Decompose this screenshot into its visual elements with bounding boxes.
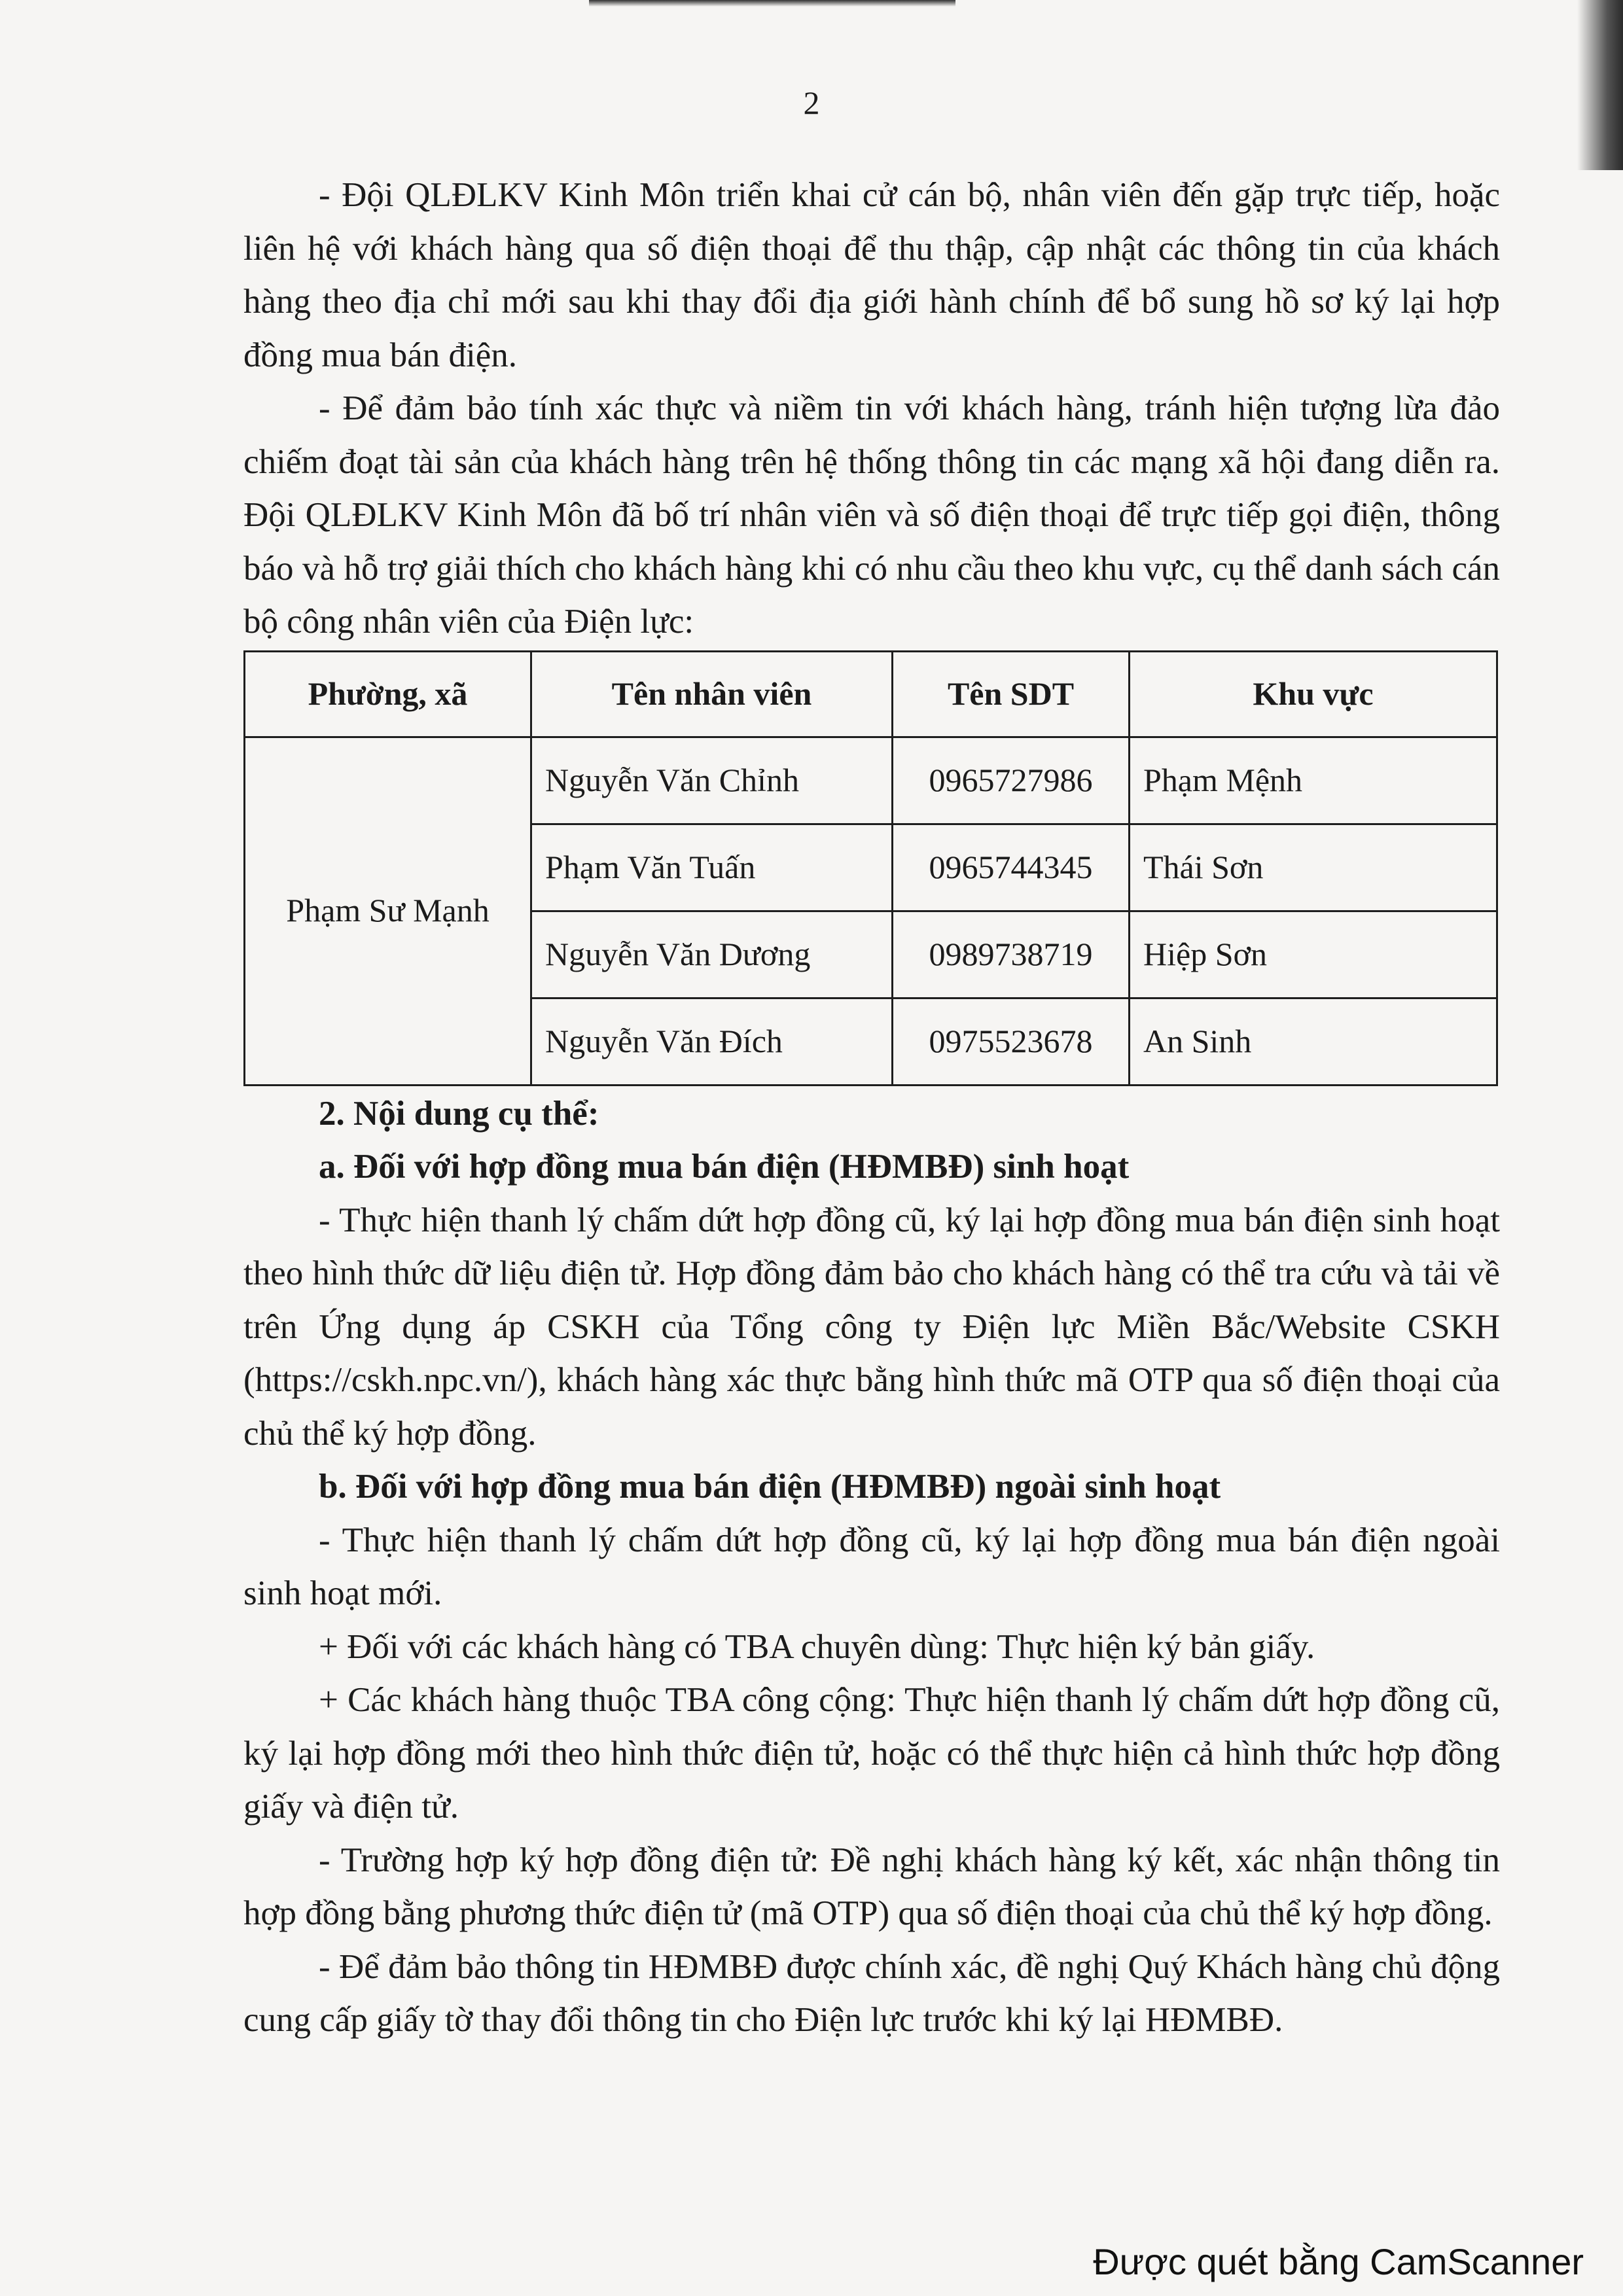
table-header-row [245, 651, 1497, 737]
section-2a-heading: a. Đối với hợp đồng mua bán điện (HĐMBĐ) sinh hoạt [319, 1148, 1130, 1186]
table-row [245, 737, 1497, 824]
phone-cell: 0965727986 [893, 737, 1130, 824]
paragraph-fraud-prevention: - Để đảm bảo tính xác thực và niềm tin với khách hàng, tránh hiện tượng lừa đảo chiếm đoạt tài sản của khách hàng trên hệ thống thông tin các mạng xã hội đang diễn ra. Đội QLĐLKV Kinh Môn đã bố trí nhân viên và số điện thoại để trực tiếp gọi điện, thông báo và hỗ trợ giải thích cho khách hàng khi có nhu cầu theo khu vực, cụ thể danh sách cán bộ công nhân viên của Điện lực: [243, 389, 1500, 641]
staff-table [243, 650, 1498, 1086]
section-2b-text-1: - Thực hiện thanh lý chấm dứt hợp đồng cũ, ký lại hợp đồng mua bán điện ngoài sinh hoạt mới. [243, 1521, 1500, 1612]
ward-cell: Phạm Sư Mạnh [245, 737, 531, 1085]
phone-cell: 0989738719 [893, 911, 1130, 998]
section-2a-text: - Thực hiện thanh lý chấm dứt hợp đồng cũ, ký lại hợp đồng mua bán điện sinh hoạt theo hình thức dữ liệu điện tử. Hợp đồng đảm bảo cho khách hàng có thể tra cứu và tải về trên Ứng dụng áp CSKH của Tổng công ty Điện lực Miền Bắc/Website CSKH (https://cskh.npc.vn/), khách hàng xác thực bằng hình thức mã OTP qua số điện thoại của chủ thể ký hợp đồng. [243, 1201, 1500, 1453]
phone-cell: 0965744345 [893, 824, 1130, 911]
section-2b-text-5: - Để đảm bảo thông tin HĐMBĐ được chính xác, đề nghị Quý Khách hàng chủ động cung cấp giấy tờ thay đổi thông tin cho Điện lực trước khi ký lại HĐMBĐ. [243, 1947, 1500, 2039]
phone-cell: 0975523678 [893, 998, 1130, 1085]
camscanner-watermark: Được quét bằng CamScanner [1093, 2241, 1584, 2282]
employee-name-cell: Nguyễn Văn Chỉnh [531, 737, 893, 824]
scan-edge-shadow-top [589, 0, 955, 7]
paragraph-outreach: - Đội QLĐLKV Kinh Môn triển khai cử cán bộ, nhân viên đến gặp trực tiếp, hoặc liên hệ với khách hàng qua số điện thoại để thu thập, cập nhật các thông tin của khách hàng theo địa chỉ mới sau khi thay đổi địa giới hành chính để bổ sung hồ sơ ký lại hợp đồng mua bán điện. [243, 176, 1500, 374]
employee-name-cell: Nguyễn Văn Đích [531, 998, 893, 1085]
header-employee-name: Tên nhân viên [531, 651, 893, 737]
header-phone: Tên SDT [893, 651, 1130, 737]
area-cell: Thái Sơn [1130, 824, 1497, 911]
document-body [243, 169, 1500, 2047]
section-2b-text-2: + Đối với các khách hàng có TBA chuyên dùng: Thực hiện ký bản giấy. [319, 1627, 1315, 1666]
page-number: 2 [803, 84, 820, 121]
area-cell: Hiệp Sơn [1130, 911, 1497, 998]
header-area: Khu vực [1130, 651, 1497, 737]
area-cell: Phạm Mệnh [1130, 737, 1497, 824]
area-cell: An Sinh [1130, 998, 1497, 1085]
section-2b-text-3: + Các khách hàng thuộc TBA công cộng: Thực hiện thanh lý chấm dứt hợp đồng cũ, ký lại hợp đồng mới theo hình thức điện tử, hoặc có thể thực hiện cả hình thức hợp đồng giấy và điện tử. [243, 1681, 1500, 1826]
employee-name-cell: Nguyễn Văn Dương [531, 911, 893, 998]
header-ward: Phường, xã [245, 651, 531, 737]
employee-name-cell: Phạm Văn Tuấn [531, 824, 893, 911]
section-2b-heading: b. Đối với hợp đồng mua bán điện (HĐMBĐ) ngoài sinh hoạt [319, 1468, 1221, 1506]
section-2-heading: 2. Nội dung cụ thể: [319, 1094, 599, 1133]
section-2b-text-4: - Trường hợp ký hợp đồng điện tử: Đề nghị khách hàng ký kết, xác nhận thông tin hợp đồng bằng phương thức điện tử (mã OTP) qua số điện thoại của chủ thể ký hợp đồng. [243, 1841, 1500, 1932]
